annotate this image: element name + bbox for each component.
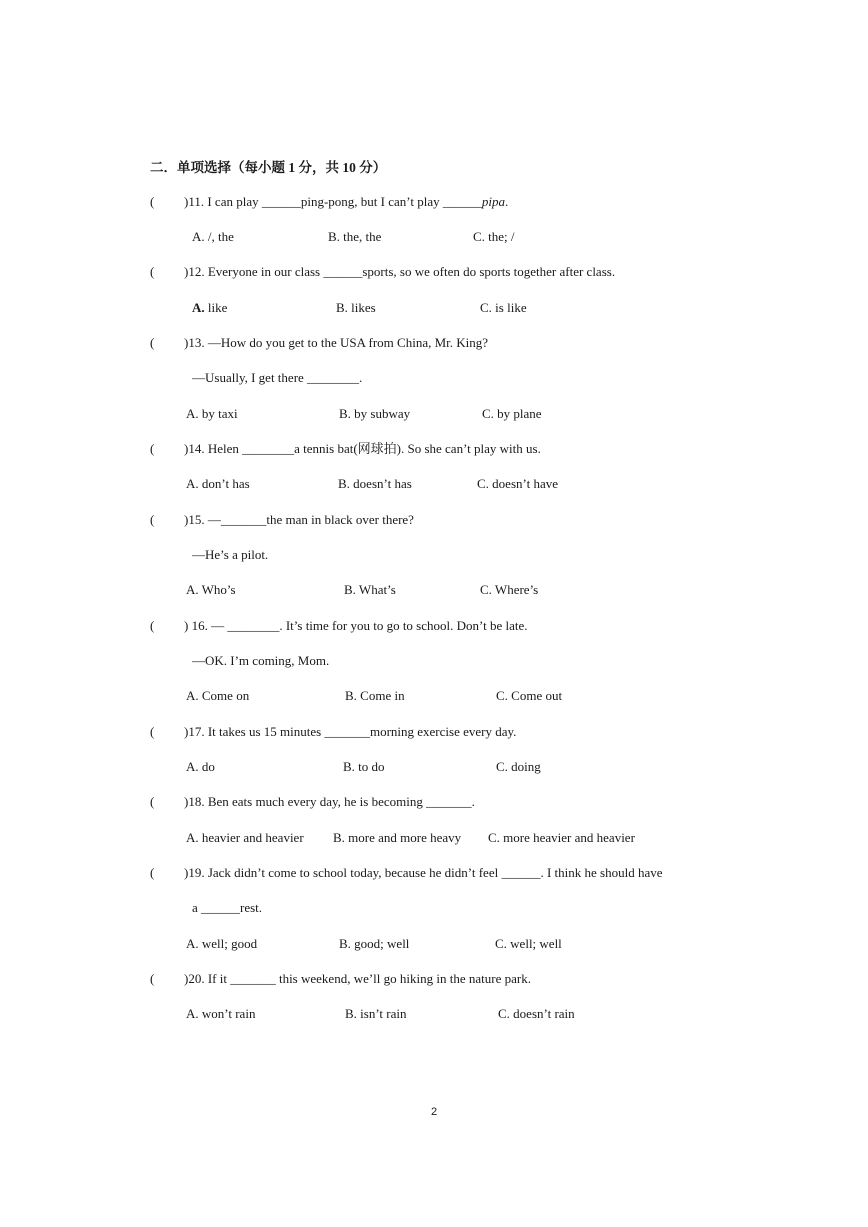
question-stem: )15. —_______the man in black over there? [184, 512, 414, 527]
option-c: C. Come out [496, 688, 563, 703]
option-b: B. by subway [339, 406, 411, 421]
option-c: C. well; well [495, 936, 562, 951]
dialogue-reply: —Usually, I get there ________. [192, 370, 363, 385]
option-b: B. more and more heavy [333, 830, 462, 845]
option-c: C. the; / [473, 229, 515, 244]
option-b: B. the, the [328, 229, 382, 244]
option-c: C. more heavier and heavier [488, 830, 635, 845]
question-stem: )20. If it _______ this weekend, we’ll go hiking in the nature park. [184, 971, 531, 986]
question-stem: )19. Jack didn’t come to school today, because he didn’t feel ______. I think he should have [184, 865, 663, 880]
option-a: A. Come on [186, 688, 250, 703]
option-c: C. is like [480, 300, 527, 315]
answer-paren: ( [150, 512, 155, 527]
answer-paren: ( [150, 194, 155, 209]
option-b: B. isn’t rain [345, 1006, 407, 1021]
option-a: A. Who’s [186, 582, 236, 597]
option-b: B. doesn’t has [338, 476, 412, 491]
option-a: A. heavier and heavier [186, 830, 304, 845]
answer-paren: ( [150, 335, 155, 350]
page-number: 2 [430, 1106, 438, 1118]
section-heading: 二．单项选择（每小题 1 分，共 10 分） [150, 160, 387, 175]
answer-paren: ( [150, 264, 155, 279]
question-stem: )13. —How do you get to the USA from China, Mr. King? [184, 335, 489, 350]
answer-paren: ( [150, 865, 155, 880]
option-b: B. likes [336, 300, 376, 315]
question-stem: )11. I can play ______ping-pong, but I can’t play ______pipa. [184, 194, 509, 209]
question-stem: )14. Helen ________a tennis bat(网球拍). So she can’t play with us. [184, 441, 541, 456]
answer-paren: ( [150, 618, 155, 633]
option-c: C. Where’s [480, 582, 539, 597]
option-c: C. doing [496, 759, 541, 774]
option-c: C. doesn’t have [477, 476, 558, 491]
option-b: B. What’s [344, 582, 396, 597]
answer-paren: ( [150, 794, 155, 809]
option-a: A. do [186, 759, 215, 774]
option-a: A. well; good [186, 936, 258, 951]
dialogue-reply: —OK. I’m coming, Mom. [192, 653, 330, 668]
answer-paren: ( [150, 724, 155, 739]
option-b: B. Come in [345, 688, 405, 703]
option-a: A. don’t has [186, 476, 250, 491]
option-a: A. /, the [192, 229, 234, 244]
question-stem: )17. It takes us 15 minutes _______morning exercise every day. [184, 724, 517, 739]
option-a: A. by taxi [186, 406, 238, 421]
question-stem-continuation: a ______rest. [192, 900, 263, 915]
option-a: A. like [192, 300, 228, 315]
question-stem: )12. Everyone in our class ______sports, so we often do sports together after class. [184, 264, 616, 279]
dialogue-reply: —He’s a pilot. [192, 547, 269, 562]
question-stem: ) 16. — ________. It’s time for you to go to school. Don’t be late. [184, 618, 528, 633]
option-a: A. won’t rain [186, 1006, 256, 1021]
option-c: C. doesn’t rain [498, 1006, 575, 1021]
question-stem: )18. Ben eats much every day, he is becoming _______. [184, 794, 475, 809]
answer-paren: ( [150, 441, 155, 456]
option-b: B. to do [343, 759, 385, 774]
answer-paren: ( [150, 971, 155, 986]
option-b: B. good; well [339, 936, 410, 951]
option-c: C. by plane [482, 406, 542, 421]
